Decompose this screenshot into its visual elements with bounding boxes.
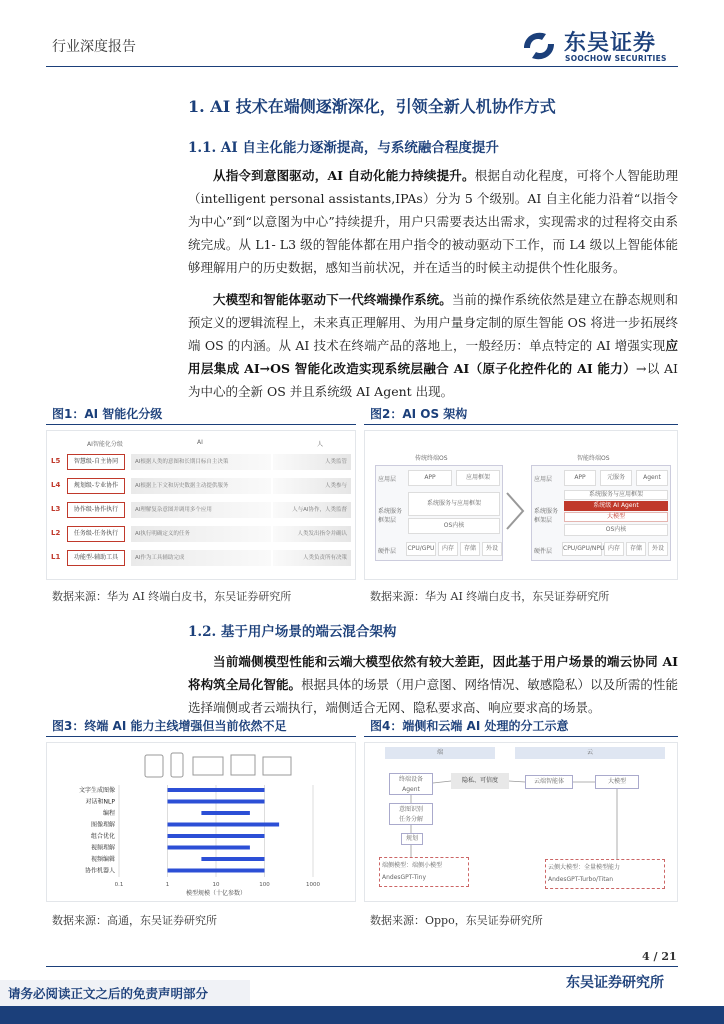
paragraph-2-lead: 大模型和智能体驱动下一代终端操作系统。 xyxy=(213,292,452,307)
fig3-x-tick: 1 xyxy=(165,882,170,888)
fig3-bar xyxy=(168,800,265,804)
fig1-human-role: 人类参与 xyxy=(273,478,351,494)
fig3-bar xyxy=(201,857,264,861)
paragraph-3-body: 根据具体的场景（用户意图、网络情况、敏感隐私）以及所需的性能选择端侧或者云端执行，端侧适合无网、隐私要求高、响应要求高的场景。 xyxy=(188,677,678,715)
fig1-level-row xyxy=(51,453,351,473)
fig4-end-models-label: 端侧模型：端侧小模型 xyxy=(382,862,443,869)
fig2-left-app: APP xyxy=(408,470,452,486)
paragraph-3 xyxy=(188,650,678,719)
figure-1-caption: 图1：AI 智能化分级 xyxy=(52,407,163,421)
figure-3-panel xyxy=(46,742,356,902)
fig4-cloud-model: 大模型 xyxy=(595,775,639,789)
fig2-right-storage: 存储 xyxy=(626,542,646,556)
fig3-category-label: 组合优化 xyxy=(90,833,115,840)
fig1-ai-role: AI执行明确定义的任务 xyxy=(131,526,271,542)
fig3-bar xyxy=(168,846,250,850)
figure-1-rule xyxy=(46,424,356,425)
fig2-left-services: 系统服务与应用框架 xyxy=(408,492,500,516)
figure-4-caption: 图4：端侧和云端 AI 处理的分工示意 xyxy=(370,719,569,733)
fig3-category-label: 文字生成图像 xyxy=(78,787,115,794)
company-logo xyxy=(520,26,680,66)
fig2-right-app-label: 应用层 xyxy=(534,476,553,483)
fig3-bar xyxy=(201,811,250,815)
fig1-level-name: 功能型-辅助工具 xyxy=(67,550,125,566)
fig1-level-code: L3 xyxy=(51,505,61,513)
fig1-level-row xyxy=(51,501,351,521)
figure-3-rule xyxy=(46,736,356,737)
paragraph-3-lead: 当前端侧模型性能和云端大模型依然有较大差距，因此基于用户场景的端云协同 AI 将构筑全局化智能。 xyxy=(188,654,678,692)
fig1-ai-role: AI根据人类的意图和长期目标自主决策 xyxy=(131,454,271,470)
paragraph-1-lead: 从指令到意图驱动，AI 自动化能力持续提升。 xyxy=(213,168,475,183)
fig2-right-title: 智能终端OS xyxy=(577,455,610,462)
fig2-left-sys-label: 系统服务 框架层 xyxy=(378,508,403,524)
fig3-category-label: 图像理解 xyxy=(90,821,115,829)
fig1-human-role: 人类监管 xyxy=(273,454,351,470)
footer-divider xyxy=(46,966,678,967)
fig3-bar xyxy=(168,869,265,873)
fig2-right-ai-agent: 系统级 AI Agent xyxy=(564,501,668,511)
fig2-right-cpu: CPU/GPU/NPU xyxy=(562,542,602,556)
fig1-ai-role: AI根据上下文和历史数据主动提供服务 xyxy=(131,478,271,494)
fig1-level-row xyxy=(51,549,351,569)
fig4-cloud-models-label: 云侧大模型：全量模型能力 xyxy=(548,864,621,871)
fig4-end-agent: 终端设备 Agent xyxy=(389,773,433,795)
figure-3-source: 数据来源：高通，东吴证券研究所 xyxy=(52,914,217,927)
fig4-end-header: 端 xyxy=(385,747,495,759)
logo-text-en: SOOCHOW SECURITIES xyxy=(565,54,667,63)
fig2-left-cpu: CPU/GPU xyxy=(406,542,436,556)
fig3-x-tick: 0.1 xyxy=(114,882,124,888)
fig2-right-agent: Agent xyxy=(636,470,668,486)
fig2-left-stack xyxy=(375,465,503,561)
fig3-category-label: 编程 xyxy=(102,810,115,817)
paragraph-2 xyxy=(188,288,678,403)
fig1-level-code: L2 xyxy=(51,529,61,537)
paragraph-2-emphasis: 应用层集成 AI→OS 智能化改造实现系统层融合 AI（原子化控件化的 AI 能力） xyxy=(188,338,678,376)
fig4-end-model-name: AndesGPT-Tiny xyxy=(382,874,427,881)
fig2-left-framework: 应用框架 xyxy=(456,470,500,486)
fig2-right-llm: 大模型 xyxy=(564,512,668,522)
devices-illustration-icon xyxy=(139,747,319,781)
report-category: 行业深度报告 xyxy=(52,39,136,55)
fig1-col-level: AI智能化分级 xyxy=(87,441,123,448)
figure-2-rule xyxy=(364,424,678,425)
fig1-level-name: 智慧级-自主协同 xyxy=(67,454,125,470)
section-1-2-title: 1.2. 基于用户场景的端云混合架构 xyxy=(188,624,397,640)
fig4-cloud-header: 云 xyxy=(515,747,665,759)
header-divider xyxy=(46,66,678,67)
fig3-x-tick: 100 xyxy=(259,882,270,888)
footer-bar xyxy=(0,1006,724,1024)
fig3-category-label: 协作机器人 xyxy=(84,867,115,875)
fig2-arrow-icon xyxy=(505,491,527,531)
fig2-right-meta: 元服务 xyxy=(600,470,632,486)
fig4-cloud-model-name: AndesGPT-Turbo/Titan xyxy=(548,876,614,883)
fig4-center-tag: 隐私、可信度 xyxy=(451,773,509,789)
fig1-level-code: L5 xyxy=(51,457,61,465)
fig1-level-name: 任务级-任务执行 xyxy=(67,526,125,542)
fig2-right-hw-label: 硬件层 xyxy=(534,548,553,555)
fig3-category-label: 对话和NLP xyxy=(85,798,115,806)
fig3-x-tick: 10 xyxy=(212,882,220,888)
fig1-ai-role: AI作为工具辅助完成 xyxy=(131,550,271,566)
fig1-human-role: 人类负责所有决策 xyxy=(273,550,351,566)
paragraph-2-body: 当前的操作系统依然是建立在静态规则和预定义的逻辑流程上，未来真正理解用、为用户量身定制的原生智能 OS 将进一步拓展终端 OS 的内涵。从 AI 技术在终端产品的落地上，一般经历：单点特定的 AI 增强实现 xyxy=(188,292,678,353)
fig1-level-name: 协作级-协作执行 xyxy=(67,502,125,518)
fig2-left-app-label: 应用层 xyxy=(378,476,397,483)
fig2-left-title: 传统终端OS xyxy=(415,455,448,462)
section-1-1-title: 1.1. AI 自主化能力逐渐提高，与系统融合程度提升 xyxy=(188,140,499,156)
fig2-left-mem: 内存 xyxy=(438,542,458,556)
fig1-human-role: 人类发出指令并确认 xyxy=(273,526,351,542)
figure-2-panel xyxy=(364,430,678,580)
figure-2-source: 数据来源：华为 AI 终端白皮书，东吴证券研究所 xyxy=(370,590,610,603)
fig3-bar xyxy=(168,788,265,792)
figure-4-panel xyxy=(364,742,678,902)
figure-4-rule xyxy=(364,736,678,737)
fig2-left-kernel: OS内核 xyxy=(408,518,500,534)
fig3-chart xyxy=(47,781,357,901)
fig1-col-ai: AI xyxy=(197,439,203,446)
disclaimer-note: 请务必阅读正文之后的免责声明部分 xyxy=(0,980,250,1006)
fig2-left-storage: 存储 xyxy=(460,542,480,556)
figure-4-source: 数据来源：Oppo，东吴证券研究所 xyxy=(370,914,543,927)
fig1-level-row xyxy=(51,477,351,497)
fig3-bar xyxy=(168,823,280,827)
fig1-ai-role: AI理解复杂意图并调用多个应用 xyxy=(131,502,271,518)
footer-org: 东吴证券研究所 xyxy=(566,975,664,991)
fig1-col-human: 人 xyxy=(317,441,324,448)
fig4-plan-node: 规划 xyxy=(401,833,423,845)
figure-3-caption: 图3：终端 AI 能力主线增强但当前依然不足 xyxy=(52,719,287,733)
fig2-right-app: APP xyxy=(564,470,596,486)
figure-2-caption: 图2：AI OS 架构 xyxy=(370,407,468,421)
fig3-bar xyxy=(168,834,265,838)
fig2-right-kernel: OS内核 xyxy=(564,524,668,536)
figure-1-source: 数据来源：华为 AI 终端白皮书，东吴证券研究所 xyxy=(52,590,292,603)
fig3-x-tick: 1000 xyxy=(306,882,320,888)
figure-1-panel xyxy=(46,430,356,580)
fig2-left-hw-label: 硬件层 xyxy=(378,548,397,555)
fig1-level-row xyxy=(51,525,351,545)
paragraph-1 xyxy=(188,164,678,279)
paragraph-2-tail: →以 AI 为中心的全新 OS 并且系统级 AI Agent 出现。 xyxy=(188,361,678,399)
fig4-cloud-agent: 云端智能体 xyxy=(525,775,573,789)
fig1-level-code: L1 xyxy=(51,553,61,561)
logo-mark-icon xyxy=(520,28,558,64)
fig2-right-stack xyxy=(531,465,671,561)
fig1-level-code: L4 xyxy=(51,481,61,489)
page-number: 4 / 21 xyxy=(642,950,677,963)
fig2-right-sys-label: 系统服务 框架层 xyxy=(534,508,559,524)
fig3-category-label: 视频编辑 xyxy=(90,856,115,863)
fig2-right-services: 系统服务与应用框架 xyxy=(564,490,668,500)
paragraph-1-body: 根据自动化程度，可将个人智能助理（intelligent personal assistants,IPAs）分为 5 个级别。AI 自主化能力沿着“以指令为中心”到“以意图为中心”持续提升，用户只需要表达出需求，实现需求的过程将交由系统完成。从 L1- L3 级的智能体都在用户指令的被动驱动下工作，而 L4 级以上智能体能够理解用户的历史数据，感知当前状况，并在适当的时候主动提供个性化服务。 xyxy=(188,168,678,275)
fig1-human-role: 人与AI协作，人类监督 xyxy=(273,502,351,518)
fig2-right-mem: 内存 xyxy=(604,542,624,556)
section-1-title: 1. AI 技术在端侧逐渐深化，引领全新人机协作方式 xyxy=(188,97,556,116)
fig2-right-peripheral: 外设 xyxy=(648,542,668,556)
fig1-level-name: 规划级-专业协作 xyxy=(67,478,125,494)
fig3-x-axis-label: 模型规模（十亿参数） xyxy=(185,890,247,897)
fig4-intent-node: 意图识别 任务分解 xyxy=(389,803,433,825)
fig2-left-peripheral: 外设 xyxy=(482,542,502,556)
logo-text-cn: 东吴证券 xyxy=(564,31,657,56)
fig3-category-label: 视频理解 xyxy=(90,844,115,852)
fig4-connectors xyxy=(365,743,679,903)
